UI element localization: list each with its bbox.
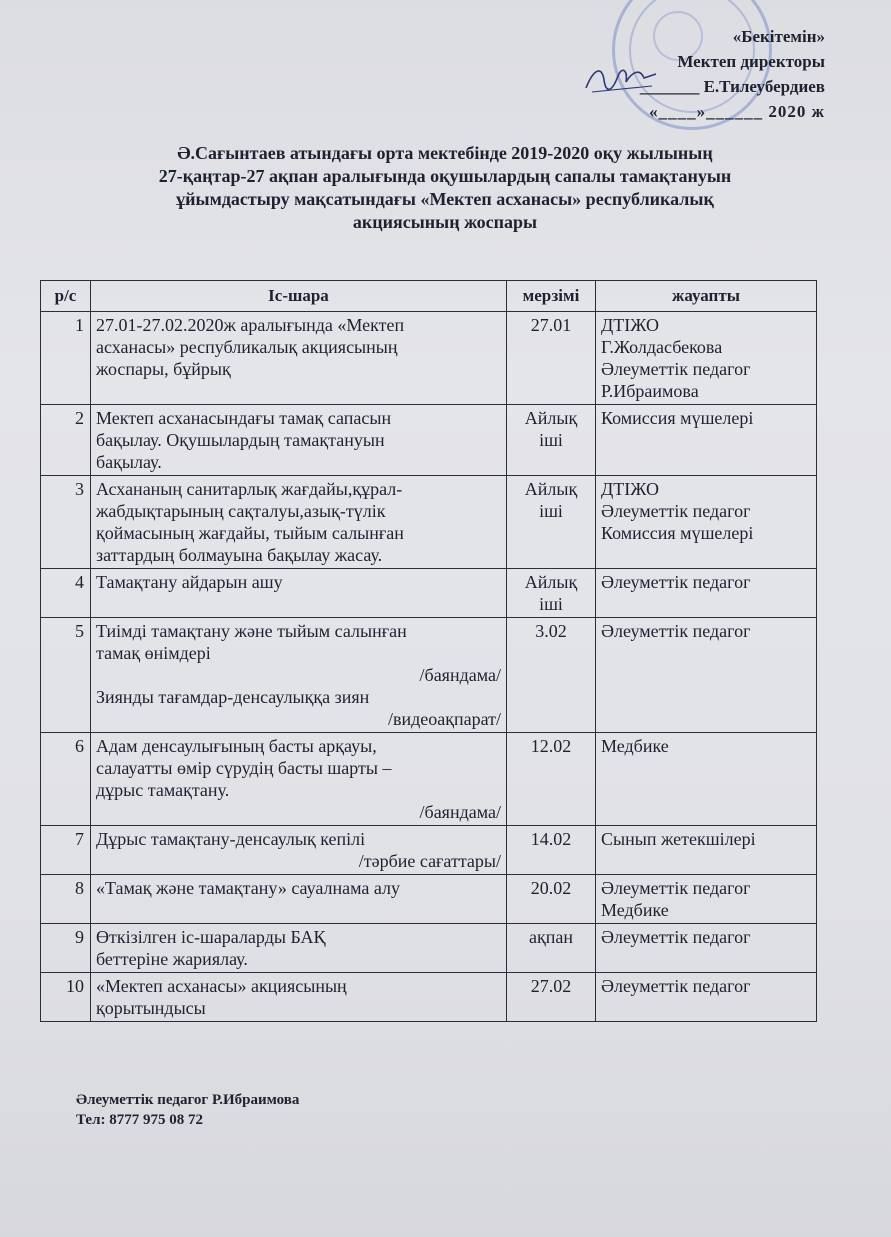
table-row — [41, 924, 817, 973]
row-responsible — [596, 476, 817, 569]
table-row — [41, 312, 817, 405]
responsible-line: Әлеуметтік педагог — [601, 621, 751, 641]
responsible-line: Медбике — [601, 900, 669, 920]
row-responsible — [596, 618, 817, 733]
event-line: қорытындысы — [96, 998, 206, 1018]
row-date: Айлық іші — [507, 476, 596, 569]
event-line: асханасы» республикалық акциясының — [96, 337, 398, 357]
approve-position: Мектеп директоры — [677, 52, 825, 71]
title-line: акциясының жоспары — [352, 212, 538, 232]
table-row — [41, 405, 817, 476]
row-responsible — [596, 312, 817, 405]
row-number: 10 — [41, 973, 91, 1022]
responsible-line: Комиссия мүшелері — [601, 408, 754, 428]
row-number: 1 — [41, 312, 91, 405]
event-line: Зиянды тағамдар-денсаулыққа зиян — [96, 687, 370, 707]
event-line: заттардың болмауына бақылау жасау. — [96, 545, 383, 565]
event-tag: /баяндама/ — [419, 802, 501, 822]
footer — [76, 1090, 299, 1130]
responsible-line: Әлеуметтік педагог — [601, 927, 751, 947]
row-event — [91, 875, 507, 924]
row-responsible — [596, 405, 817, 476]
header-num: р/с — [41, 281, 91, 312]
title-line: Ә.Сағынтаев атындағы орта мектебінде 2019-2020 оқу жылының — [177, 143, 713, 163]
row-responsible — [596, 875, 817, 924]
event-line: «Тамақ және тамақтану» сауалнама алу — [96, 878, 401, 898]
row-responsible — [596, 569, 817, 618]
responsible-line: Әлеуметтік педагог — [601, 359, 751, 379]
header-event: Іс-шара — [91, 281, 507, 312]
responsible-line: Әлеуметтік педагог — [601, 878, 751, 898]
title-line: 27-қаңтар-27 ақпан аралығында оқушылардың сапалы тамақтануын — [158, 166, 732, 186]
event-line: салауатты өмір сүрудің басты шарты – — [96, 758, 392, 778]
row-event — [91, 312, 507, 405]
plan-table — [40, 280, 817, 1022]
event-tag: /видеоақпарат/ — [387, 709, 501, 729]
footer-phone: Тел: 8777 975 08 72 — [76, 1112, 204, 1128]
row-event — [91, 569, 507, 618]
table-row — [41, 875, 817, 924]
row-event — [91, 618, 507, 733]
row-number: 4 — [41, 569, 91, 618]
event-line: қоймасының жағдайы, тыйым салынған — [96, 523, 404, 543]
table-header-row — [41, 281, 817, 312]
table-body — [41, 312, 817, 1022]
table-row — [41, 733, 817, 826]
document-title — [60, 142, 830, 234]
event-line: 27.01-27.02.2020ж аралығында «Мектеп — [96, 315, 405, 335]
event-line: Дұрыс тамақтану-денсаулық кепілі — [96, 829, 366, 849]
row-date: 12.02 — [507, 733, 596, 826]
row-date: 20.02 — [507, 875, 596, 924]
table-row — [41, 569, 817, 618]
row-date: Айлық іші — [507, 405, 596, 476]
row-date: 27.02 — [507, 973, 596, 1022]
event-line: «Мектеп асханасы» акциясының — [96, 976, 347, 996]
row-event — [91, 826, 507, 875]
row-number: 7 — [41, 826, 91, 875]
event-line: Асхананың санитарлық жағдайы,құрал- — [96, 479, 403, 499]
responsible-line: Сынып жетекшілері — [601, 829, 756, 849]
responsible-line: Әлеуметтік педагог — [601, 572, 751, 592]
row-date: 3.02 — [507, 618, 596, 733]
header-date: мерзімі — [507, 281, 596, 312]
row-responsible — [596, 826, 817, 875]
event-line: Мектеп асханасындағы тамақ сапасын — [96, 408, 392, 428]
event-tag: /баяндама/ — [419, 665, 501, 685]
table-row — [41, 826, 817, 875]
table-row — [41, 476, 817, 569]
row-responsible — [596, 924, 817, 973]
responsible-line: Медбике — [601, 736, 669, 756]
responsible-line: Әлеуметтік педагог — [601, 976, 751, 996]
event-line: бақылау. — [96, 452, 162, 472]
table-row — [41, 973, 817, 1022]
row-number: 9 — [41, 924, 91, 973]
responsible-line: Комиссия мүшелері — [601, 523, 754, 543]
row-number: 3 — [41, 476, 91, 569]
event-line: Тамақтану айдарын ашу — [96, 572, 283, 592]
footer-author: Әлеуметтік педагог Р.Ибраимова — [76, 1092, 300, 1108]
approval-block — [640, 24, 825, 124]
event-line: Өткізілген іс-шараларды БАҚ — [96, 927, 326, 947]
row-date: 14.02 — [507, 826, 596, 875]
responsible-line: ДТІЖО — [601, 479, 659, 499]
event-line: тамақ өнімдері — [96, 643, 211, 663]
responsible-line: Әлеуметтік педагог — [601, 501, 751, 521]
responsible-line: ДТІЖО — [601, 315, 659, 335]
table-row — [41, 618, 817, 733]
header-responsible: жауапты — [596, 281, 817, 312]
responsible-line: Р.Ибраимова — [601, 381, 699, 401]
row-event — [91, 476, 507, 569]
approve-heading: «Бекітемін» — [732, 27, 825, 46]
row-date: 27.01 — [507, 312, 596, 405]
row-number: 2 — [41, 405, 91, 476]
event-line: Адам денсаулығының басты арқауы, — [96, 736, 377, 756]
responsible-line: Г.Жолдасбекова — [601, 337, 723, 357]
row-event — [91, 973, 507, 1022]
row-event — [91, 924, 507, 973]
event-line: дұрыс тамақтану. — [96, 780, 230, 800]
event-line: жоспары, бұйрық — [96, 359, 231, 379]
row-number: 8 — [41, 875, 91, 924]
row-responsible — [596, 973, 817, 1022]
event-line: беттеріне жариялау. — [96, 949, 248, 969]
title-line: ұйымдастыру мақсатындағы «Мектеп асханасы» республикалық — [176, 189, 714, 209]
row-number: 6 — [41, 733, 91, 826]
row-date: ақпан — [507, 924, 596, 973]
row-event — [91, 733, 507, 826]
event-line: жабдықтарының сақталуы,азық-түлік — [96, 501, 386, 521]
event-tag: /тәрбие сағаттары/ — [358, 851, 501, 871]
row-responsible — [596, 733, 817, 826]
row-event — [91, 405, 507, 476]
row-date: Айлық іші — [507, 569, 596, 618]
event-line: бақылау. Оқушылардың тамақтануын — [96, 430, 385, 450]
approve-signature-line: _______ Е.Тилеубердиев — [639, 77, 825, 96]
event-line: Тиімді тамақтану және тыйым салынған — [96, 621, 407, 641]
row-number: 5 — [41, 618, 91, 733]
approve-date-line: «____»______ 2020 ж — [649, 102, 825, 121]
